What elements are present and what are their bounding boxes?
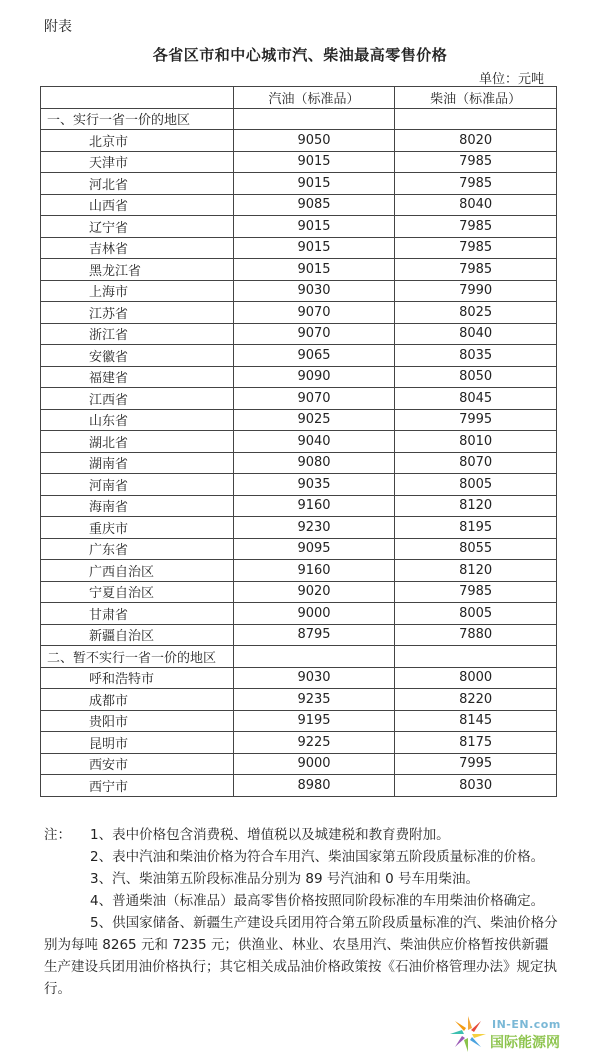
region-name-cell: 河南省 <box>41 474 234 496</box>
gasoline-price-cell: 9000 <box>233 753 395 775</box>
note-item: 3、汽、柴油第五阶段标准品分别为 89 号汽油和 0 号车用柴油。 <box>90 871 480 887</box>
gasoline-price-cell: 8980 <box>233 775 395 797</box>
table-row <box>41 495 557 517</box>
diesel-price-cell: 8040 <box>395 323 557 345</box>
diesel-price-cell: 8020 <box>395 130 557 152</box>
region-name-cell: 贵阳市 <box>41 710 234 732</box>
section-label: 二、暂不实行一省一价的地区 <box>41 646 234 668</box>
diesel-price-cell: 7990 <box>395 280 557 302</box>
diesel-price-cell: 8120 <box>395 495 557 517</box>
table-header-row <box>41 87 557 109</box>
watermark-name: 国际能源网 <box>490 1035 560 1051</box>
gasoline-price-cell: 9160 <box>233 560 395 582</box>
table-row <box>41 302 557 324</box>
empty-cell <box>233 646 395 668</box>
gasoline-price-cell: 9225 <box>233 732 395 754</box>
table-row <box>41 753 557 775</box>
table-body <box>41 108 557 796</box>
table-row <box>41 452 557 474</box>
region-name-cell: 山西省 <box>41 194 234 216</box>
empty-cell <box>395 646 557 668</box>
empty-cell <box>233 108 395 130</box>
gasoline-price-cell: 9030 <box>233 280 395 302</box>
diesel-price-cell: 8145 <box>395 710 557 732</box>
diesel-price-cell: 7985 <box>395 581 557 603</box>
region-name-cell: 西宁市 <box>41 775 234 797</box>
gasoline-price-cell: 9195 <box>233 710 395 732</box>
header-region <box>41 87 234 109</box>
region-name-cell: 浙江省 <box>41 323 234 345</box>
diesel-price-cell: 8070 <box>395 452 557 474</box>
gasoline-price-cell: 9160 <box>233 495 395 517</box>
empty-cell <box>395 108 557 130</box>
region-name-cell: 新疆自治区 <box>41 624 234 646</box>
gasoline-price-cell: 9015 <box>233 151 395 173</box>
region-name-cell: 安徽省 <box>41 345 234 367</box>
table-row <box>41 280 557 302</box>
gasoline-price-cell: 9015 <box>233 216 395 238</box>
section-label: 一、实行一省一价的地区 <box>41 108 234 130</box>
header-diesel: 柴油（标准品） <box>395 87 557 109</box>
table-row <box>41 130 557 152</box>
gasoline-price-cell: 9040 <box>233 431 395 453</box>
header-gasoline: 汽油（标准品） <box>233 87 395 109</box>
gasoline-price-cell: 9235 <box>233 689 395 711</box>
diesel-price-cell: 8040 <box>395 194 557 216</box>
diesel-price-cell: 7985 <box>395 237 557 259</box>
gasoline-price-cell: 8795 <box>233 624 395 646</box>
region-name-cell: 昆明市 <box>41 732 234 754</box>
region-name-cell: 甘肃省 <box>41 603 234 625</box>
gasoline-price-cell: 9070 <box>233 302 395 324</box>
section-row <box>41 646 557 668</box>
gasoline-price-cell: 9020 <box>233 581 395 603</box>
table-row <box>41 323 557 345</box>
gasoline-price-cell: 9025 <box>233 409 395 431</box>
region-name-cell: 辽宁省 <box>41 216 234 238</box>
region-name-cell: 山东省 <box>41 409 234 431</box>
table-row <box>41 624 557 646</box>
diesel-price-cell: 8045 <box>395 388 557 410</box>
diesel-price-cell: 7985 <box>395 216 557 238</box>
appendix-label: 附表 <box>44 19 72 35</box>
table-row <box>41 259 557 281</box>
gasoline-price-cell: 9230 <box>233 517 395 539</box>
watermark-domain: IN-EN.com <box>492 1018 561 1031</box>
table-row <box>41 366 557 388</box>
table-row <box>41 775 557 797</box>
table-row <box>41 345 557 367</box>
diesel-price-cell: 8055 <box>395 538 557 560</box>
diesel-price-cell: 8050 <box>395 366 557 388</box>
diesel-price-cell: 7985 <box>395 259 557 281</box>
diesel-price-cell: 8120 <box>395 560 557 582</box>
gasoline-price-cell: 9070 <box>233 388 395 410</box>
region-name-cell: 湖南省 <box>41 452 234 474</box>
region-name-cell: 成都市 <box>41 689 234 711</box>
region-name-cell: 江西省 <box>41 388 234 410</box>
table-row <box>41 173 557 195</box>
diesel-price-cell: 8220 <box>395 689 557 711</box>
table-row <box>41 710 557 732</box>
sunburst-icon <box>446 1012 490 1054</box>
section-row <box>41 108 557 130</box>
note-item: 4、普通柴油（标准品）最高零售价格按照同阶段标准的车用柴油价格确定。 <box>90 893 545 909</box>
gasoline-price-cell: 9095 <box>233 538 395 560</box>
table-row <box>41 581 557 603</box>
price-table <box>40 86 557 797</box>
gasoline-price-cell: 9015 <box>233 173 395 195</box>
diesel-price-cell: 7995 <box>395 409 557 431</box>
diesel-price-cell: 8000 <box>395 667 557 689</box>
diesel-price-cell: 8005 <box>395 603 557 625</box>
note-item: 5、供国家储备、新疆生产建设兵团用符合第五阶段质量标准的汽、柴油价格分别为每吨 8265 元和 7235 元；供渔业、林业、农垦用汽、柴油供应价格暂按供新疆生产建设兵团用油价格执行；其它相关成品油价格政策按《石油价格管理办法》规定执行。 <box>44 915 558 997</box>
table-row <box>41 474 557 496</box>
gasoline-price-cell: 9000 <box>233 603 395 625</box>
note-item: 2、表中汽油和柴油价格为符合车用汽、柴油国家第五阶段质量标准的价格。 <box>90 849 545 865</box>
gasoline-price-cell: 9070 <box>233 323 395 345</box>
region-name-cell: 福建省 <box>41 366 234 388</box>
region-name-cell: 江苏省 <box>41 302 234 324</box>
region-name-cell: 吉林省 <box>41 237 234 259</box>
region-name-cell: 上海市 <box>41 280 234 302</box>
region-name-cell: 广东省 <box>41 538 234 560</box>
diesel-price-cell: 8025 <box>395 302 557 324</box>
table-row <box>41 732 557 754</box>
diesel-price-cell: 8010 <box>395 431 557 453</box>
diesel-price-cell: 7985 <box>395 173 557 195</box>
region-name-cell: 河北省 <box>41 173 234 195</box>
table-row <box>41 603 557 625</box>
table-row <box>41 689 557 711</box>
diesel-price-cell: 8005 <box>395 474 557 496</box>
note-item: 1、表中价格包含消费税、增值税以及城建税和教育费附加。 <box>90 827 450 843</box>
notes-block <box>44 824 559 1000</box>
table-row <box>41 431 557 453</box>
gasoline-price-cell: 9065 <box>233 345 395 367</box>
table-row <box>41 194 557 216</box>
diesel-price-cell: 7880 <box>395 624 557 646</box>
table-row <box>41 151 557 173</box>
region-name-cell: 呼和浩特市 <box>41 667 234 689</box>
region-name-cell: 西安市 <box>41 753 234 775</box>
region-name-cell: 海南省 <box>41 495 234 517</box>
region-name-cell: 广西自治区 <box>41 560 234 582</box>
diesel-price-cell: 8035 <box>395 345 557 367</box>
region-name-cell: 天津市 <box>41 151 234 173</box>
table-row <box>41 667 557 689</box>
region-name-cell: 重庆市 <box>41 517 234 539</box>
document-title: 各省区市和中心城市汽、柴油最高零售价格 <box>152 46 448 64</box>
watermark-logo <box>446 1012 592 1054</box>
region-name-cell: 宁夏自治区 <box>41 581 234 603</box>
gasoline-price-cell: 9030 <box>233 667 395 689</box>
diesel-price-cell: 7995 <box>395 753 557 775</box>
gasoline-price-cell: 9090 <box>233 366 395 388</box>
diesel-price-cell: 8030 <box>395 775 557 797</box>
table-row <box>41 216 557 238</box>
table-row <box>41 409 557 431</box>
notes-label: 注： <box>44 827 71 843</box>
gasoline-price-cell: 9085 <box>233 194 395 216</box>
table-row <box>41 237 557 259</box>
gasoline-price-cell: 9015 <box>233 259 395 281</box>
diesel-price-cell: 8195 <box>395 517 557 539</box>
diesel-price-cell: 7985 <box>395 151 557 173</box>
gasoline-price-cell: 9015 <box>233 237 395 259</box>
region-name-cell: 北京市 <box>41 130 234 152</box>
diesel-price-cell: 8175 <box>395 732 557 754</box>
region-name-cell: 黑龙江省 <box>41 259 234 281</box>
gasoline-price-cell: 9080 <box>233 452 395 474</box>
gasoline-price-cell: 9050 <box>233 130 395 152</box>
table-row <box>41 538 557 560</box>
table-row <box>41 560 557 582</box>
gasoline-price-cell: 9035 <box>233 474 395 496</box>
unit-label: 单位：元吨 <box>478 72 544 87</box>
region-name-cell: 湖北省 <box>41 431 234 453</box>
table-row <box>41 517 557 539</box>
table-row <box>41 388 557 410</box>
